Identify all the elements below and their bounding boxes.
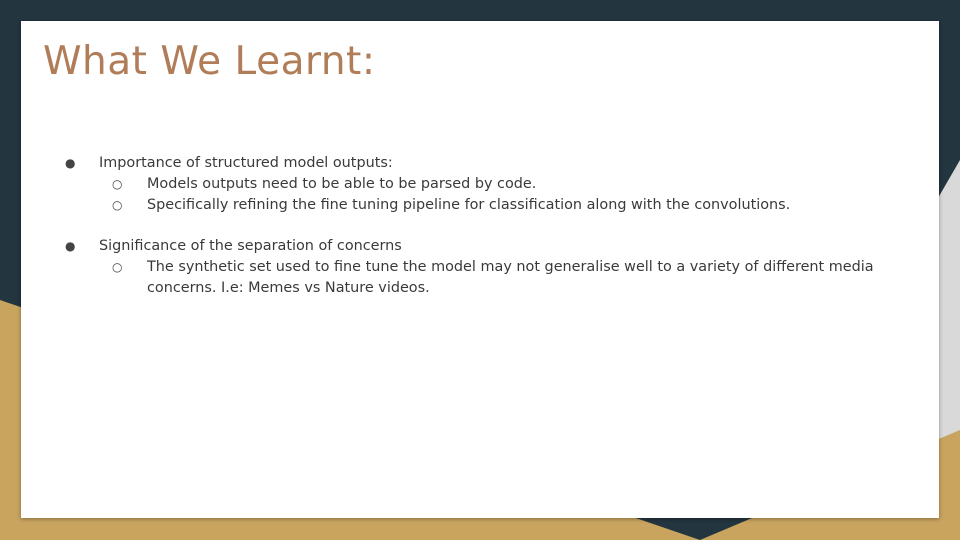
- slide-title: What We Learnt:: [43, 39, 376, 84]
- sub-bullet-item: [21, 257, 939, 299]
- bullet-text: Significance of the separation of concerns: [99, 238, 402, 254]
- hollow-circle-bullet-icon: ○: [112, 198, 123, 212]
- bullet-item: [21, 153, 939, 174]
- hollow-circle-bullet-icon: ○: [112, 260, 123, 274]
- sub-bullet-text: Models outputs need to be able to be parsed by code.: [147, 176, 537, 192]
- spacer: [21, 216, 939, 236]
- sub-bullet-text: The synthetic set used to fine tune the model may not generalise well to a variety of different media concerns. I.e: Memes vs Nature videos.: [147, 259, 874, 296]
- sub-bullet-item: [21, 195, 939, 216]
- bullet-item: [21, 236, 939, 257]
- bullet-text: Importance of structured model outputs:: [99, 155, 393, 171]
- filled-circle-bullet-icon: ●: [65, 239, 76, 253]
- filled-circle-bullet-icon: ●: [65, 156, 76, 170]
- bullet-list: [21, 153, 939, 299]
- sub-bullet-text: Specifically refining the fine tuning pipeline for classification along with the convolutions.: [147, 197, 791, 213]
- sub-bullet-item: [21, 174, 939, 195]
- hollow-circle-bullet-icon: ○: [112, 177, 123, 191]
- slide-card: [21, 21, 939, 518]
